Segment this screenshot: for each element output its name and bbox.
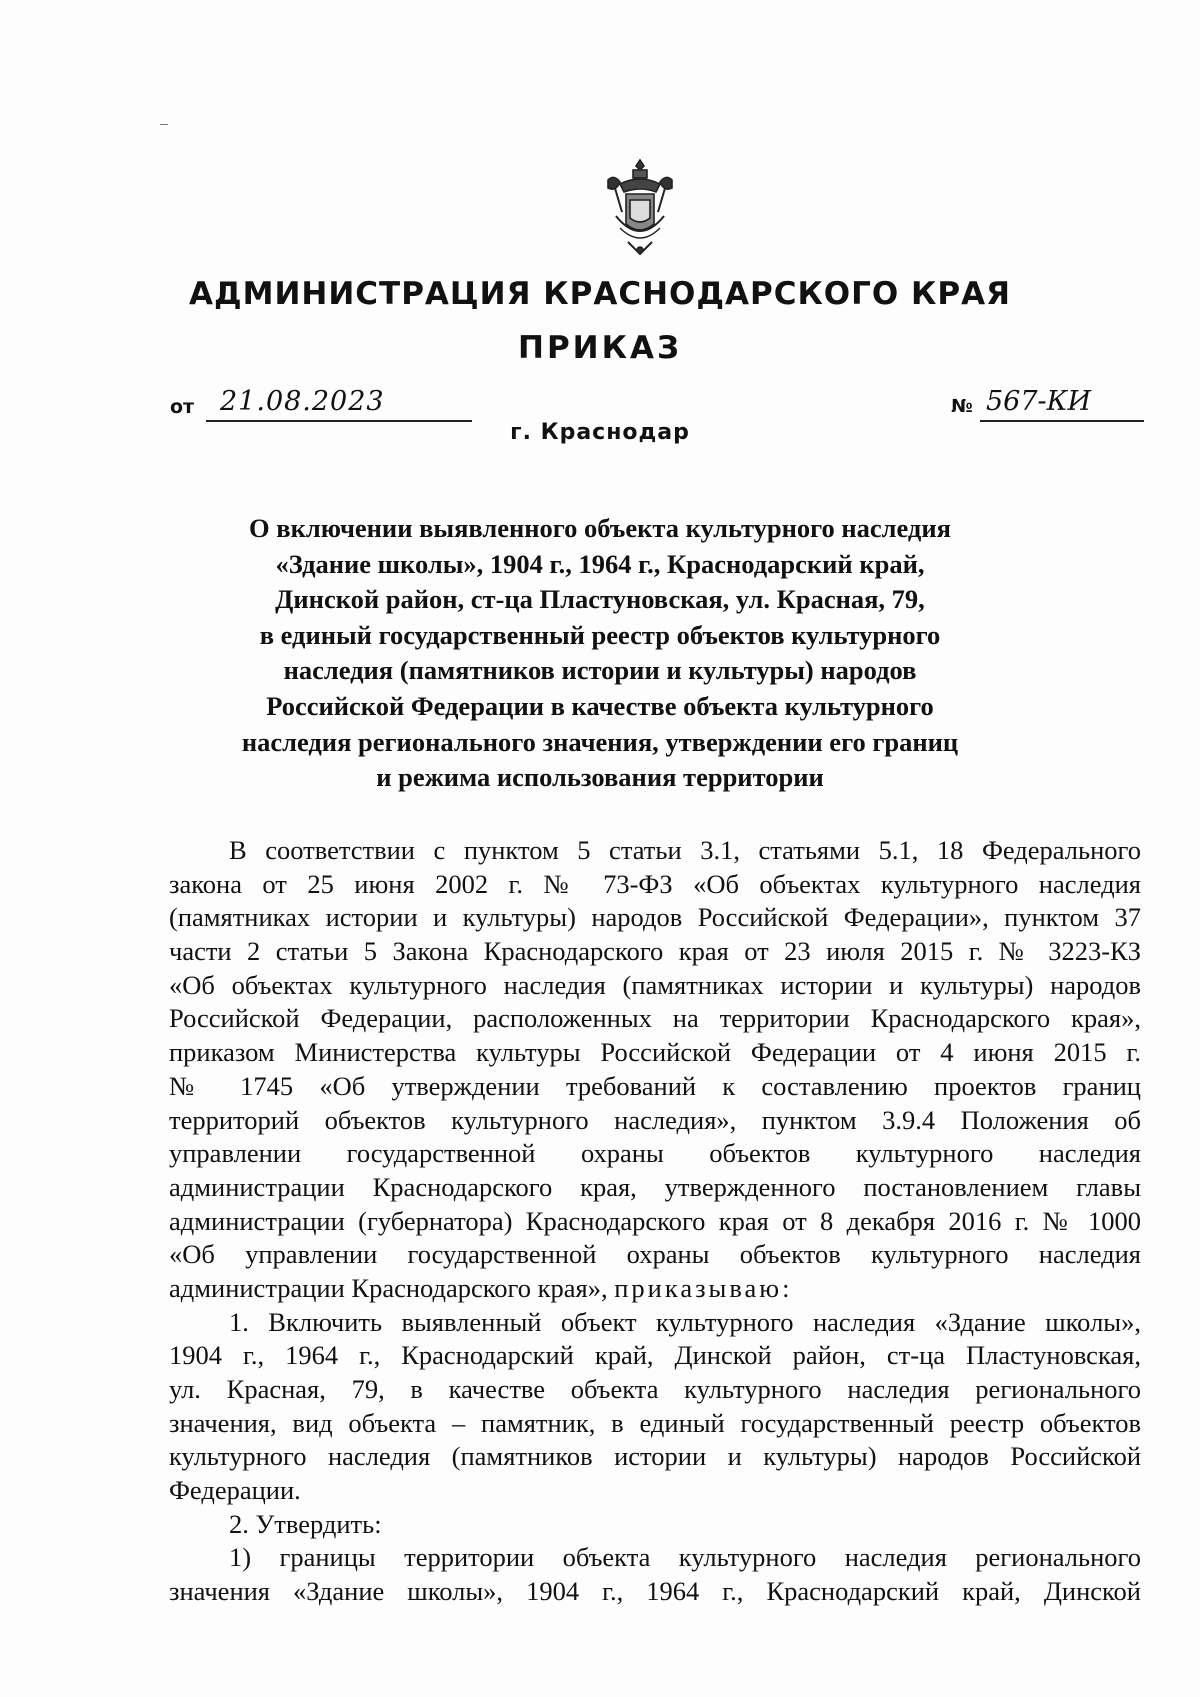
number-label: № bbox=[951, 396, 973, 417]
preamble-line: В соответствии с пунктом 5 статьи 3.1, статьями 5.1, 18 Федерального bbox=[229, 835, 1141, 865]
title-line: Динской район, ст-ца Пластуновская, ул. Красная, 79, bbox=[275, 584, 925, 615]
title-line: наследия (памятников истории и культуры) народов bbox=[283, 655, 917, 686]
scan-speck bbox=[160, 124, 168, 125]
preamble-line: части 2 статьи 5 Закона Краснодарского края от 23 июля 2015 г. № 3223-КЗ bbox=[169, 936, 1141, 967]
preamble-line: «Об управлении государственной охраны объектов культурного наследия bbox=[169, 1239, 1141, 1270]
preamble-line: (памятниках истории и культуры) народов Российской Федерации», пунктом 37 bbox=[169, 902, 1141, 933]
preamble-line: приказом Министерства культуры Российской Федерации от 4 июня 2015 г. bbox=[169, 1037, 1141, 1068]
item1-line: культурного наследия (памятников истории и культуры) народов Российской bbox=[169, 1441, 1141, 1472]
item1-last-line: Федерации. bbox=[169, 1475, 301, 1506]
document-type: ПРИКАЗ bbox=[518, 330, 682, 366]
preamble-last-text: администрации Краснодарского края», bbox=[169, 1272, 608, 1303]
preamble-line: управлении государственной охраны объектов культурного наследия bbox=[169, 1138, 1141, 1169]
item2-1-line: 1) границы территории объекта культурного наследия регионального bbox=[229, 1542, 1141, 1573]
preamble-line: № 1745 «Об утверждении требований к составлению проектов границ bbox=[169, 1070, 1141, 1101]
preamble-line: территорий объектов культурного наследия», пунктом 3.9.4 Положения об bbox=[169, 1104, 1141, 1135]
title-line: в единый государственный реестр объектов культурного bbox=[259, 619, 941, 650]
document-body bbox=[169, 834, 1141, 1609]
coat-of-arms-icon bbox=[606, 158, 674, 258]
organization-name: АДМИНИСТРАЦИЯ КРАСНОДАРСКОГО КРАЯ bbox=[189, 276, 1011, 312]
title-line: «Здание школы», 1904 г., 1964 г., Краснодарский край, bbox=[275, 548, 925, 579]
item1-line: 1904 г., 1964 г., Краснодарский край, Динской район, ст-ца Пластуновская, bbox=[169, 1340, 1141, 1371]
preamble-line: закона от 25 июня 2002 г. № 73-ФЗ «Об объектах культурного наследия bbox=[169, 868, 1141, 899]
preamble-line: администрации (губернатора) Краснодарского края от 8 декабря 2016 г. № 1000 bbox=[169, 1205, 1141, 1236]
preamble-line: администрации Краснодарского края, утвержденного постановлением главы bbox=[169, 1171, 1141, 1202]
preamble-line: Российской Федерации, расположенных на территории Краснодарского края», bbox=[169, 1003, 1141, 1034]
item1-line: ул. Красная, 79, в качестве объекта культурного наследия регионального bbox=[169, 1374, 1141, 1404]
preamble-line: «Об объектах культурного наследия (памятниках истории и культуры) народов bbox=[169, 969, 1141, 1000]
title-line: и режима использования территории bbox=[376, 762, 824, 793]
item2-1-line: значения «Здание школы», 1904 г., 1964 г., Краснодарский край, Динской bbox=[169, 1576, 1141, 1607]
number-value: 567-КИ bbox=[980, 384, 1144, 422]
title-line: наследия регионального значения, утверждении его границ bbox=[241, 726, 959, 757]
title-line: О включении выявленного объекта культурного наследия bbox=[249, 513, 951, 543]
date-value: 21.08.2023 bbox=[206, 384, 472, 422]
order-word: приказываю: bbox=[614, 1272, 793, 1303]
city: г. Краснодар bbox=[510, 420, 690, 445]
preamble-last-line bbox=[169, 1272, 1141, 1306]
item1-line: значения, вид объекта – памятник, в единый государственный реестр объектов bbox=[169, 1407, 1141, 1438]
title-line: Российской Федерации в качестве объекта культурного bbox=[266, 690, 934, 721]
date-label: от bbox=[170, 396, 195, 418]
document-title bbox=[240, 511, 960, 796]
item2-heading: 2. Утвердить: bbox=[229, 1508, 382, 1539]
item1-line: 1. Включить выявленный объект культурного наследия «Здание школы», bbox=[229, 1306, 1141, 1337]
